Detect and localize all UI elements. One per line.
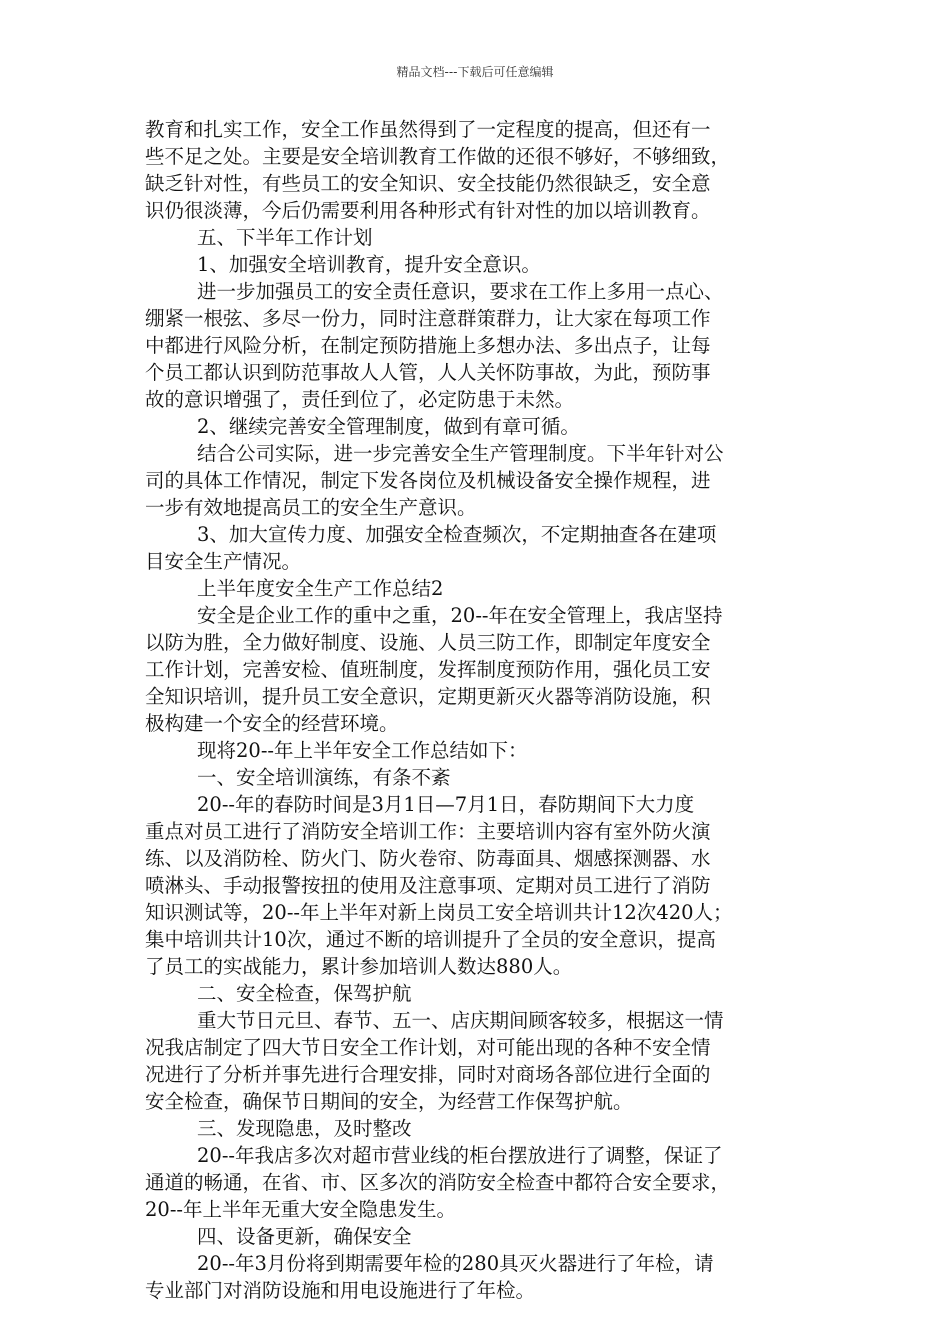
text-line: 个员工都认识到防范事故人人管，人人关怀防事故，为此，预防事 [145, 361, 711, 384]
text-line: 重点对员工进行了消防安全培训工作：主要培训内容有室外防火演 [145, 820, 711, 843]
text-line: 结合公司实际，进一步完善安全生产管理制度。下半年针对公 [197, 442, 724, 465]
text-line: 工作计划，完善安检、值班制度，发挥制度预防作用，强化员工安 [145, 658, 711, 681]
text-line: 上半年度安全生产工作总结2 [197, 577, 444, 600]
text-line: 一步有效地提高员工的安全生产意识。 [145, 496, 477, 519]
text-line: 绷紧一根弦、多尽一份力，同时注意群策群力，让大家在每项工作 [145, 307, 711, 330]
text-line: 集中培训共计10次，通过不断的培训提升了全员的安全意识，提高 [145, 928, 716, 951]
text-line: 以防为胜，全力做好制度、设施、人员三防工作，即制定年度安全 [145, 631, 711, 654]
text-line: 20--年上半年无重大安全隐患发生。 [145, 1198, 456, 1221]
document-body [145, 116, 809, 1304]
text-line: 知识测试等，20--年上半年对新上岗员工安全培训共计12次420人； [145, 901, 733, 924]
page-header: 精品文档---下载后可任意编辑 [396, 65, 554, 79]
text-line: 况我店制定了四大节日安全工作计划，对可能出现的各种不安全情 [145, 1036, 711, 1059]
text-line: 况进行了分析并事先进行合理安排，同时对商场各部位进行全面的 [145, 1063, 711, 1086]
text-line: 全知识培训，提升员工安全意识，定期更新灭火器等消防设施，积 [145, 685, 711, 708]
text-line: 了员工的实战能力，累计参加培训人数达880人。 [145, 955, 573, 978]
text-line: 四、设备更新，确保安全 [197, 1225, 412, 1248]
text-line: 安全检查，确保节日期间的安全，为经营工作保驾护航。 [145, 1090, 633, 1113]
text-line: 识仍很淡薄，今后仍需要利用各种形式有针对性的加以培训教育。 [145, 199, 711, 222]
text-line: 20--年的春防时间是3月1日—7月1日，春防期间下大力度 [197, 793, 695, 816]
text-line: 专业部门对消防设施和用电设施进行了年检。 [145, 1279, 536, 1302]
text-line: 二、安全检查，保驾护航 [197, 982, 412, 1005]
text-line: 缺乏针对性，有些员工的安全知识、安全技能仍然很缺乏，安全意 [145, 172, 711, 195]
text-line: 进一步加强员工的安全责任意识，要求在工作上多用一点心、 [197, 280, 724, 303]
text-line: 五、下半年工作计划 [197, 226, 373, 249]
text-line: 现将20--年上半年安全工作总结如下： [197, 739, 528, 762]
text-line: 安全是企业工作的重中之重，20--年在安全管理上，我店坚持 [197, 604, 723, 627]
text-line: 些不足之处。主要是安全培训教育工作做的还很不够好，不够细致， [145, 145, 731, 168]
text-line: 喷淋头、手动报警按扭的使用及注意事项、定期对员工进行了消防 [145, 874, 711, 897]
text-line: 3、加大宣传力度、加强安全检查频次，不定期抽查各在建项 [197, 523, 717, 546]
text-line: 一、安全培训演练，有条不紊 [197, 766, 451, 789]
text-line: 练、以及消防栓、防火门、防火卷帘、防毒面具、烟感探测器、水 [145, 847, 711, 870]
text-line: 极构建一个安全的经营环境。 [145, 712, 399, 735]
text-line: 中都进行风险分析，在制定预防措施上多想办法、多出点子，让每 [145, 334, 711, 357]
text-line: 20--年我店多次对超市营业线的柜台摆放进行了调整，保证了 [197, 1144, 723, 1167]
text-line: 2、继续完善安全管理制度，做到有章可循。 [197, 415, 580, 438]
text-line: 通道的畅通，在省、市、区多次的消防安全检查中都符合安全要求， [145, 1171, 731, 1194]
text-line: 三、发现隐患，及时整改 [197, 1117, 412, 1140]
text-line: 故的意识增强了，责任到位了，必定防患于未然。 [145, 388, 575, 411]
text-line: 教育和扎实工作，安全工作虽然得到了一定程度的提高，但还有一 [145, 118, 711, 141]
text-line: 目安全生产情况。 [145, 550, 302, 573]
text-line: 20--年3月份将到期需要年检的280具灭火器进行了年检，请 [197, 1252, 714, 1275]
text-line: 1、加强安全培训教育，提升安全意识。 [197, 253, 541, 276]
text-line: 司的具体工作情况，制定下发各岗位及机械设备安全操作规程，进 [145, 469, 711, 492]
text-line: 重大节日元旦、春节、五一、店庆期间顾客较多，根据这一情 [197, 1009, 724, 1032]
